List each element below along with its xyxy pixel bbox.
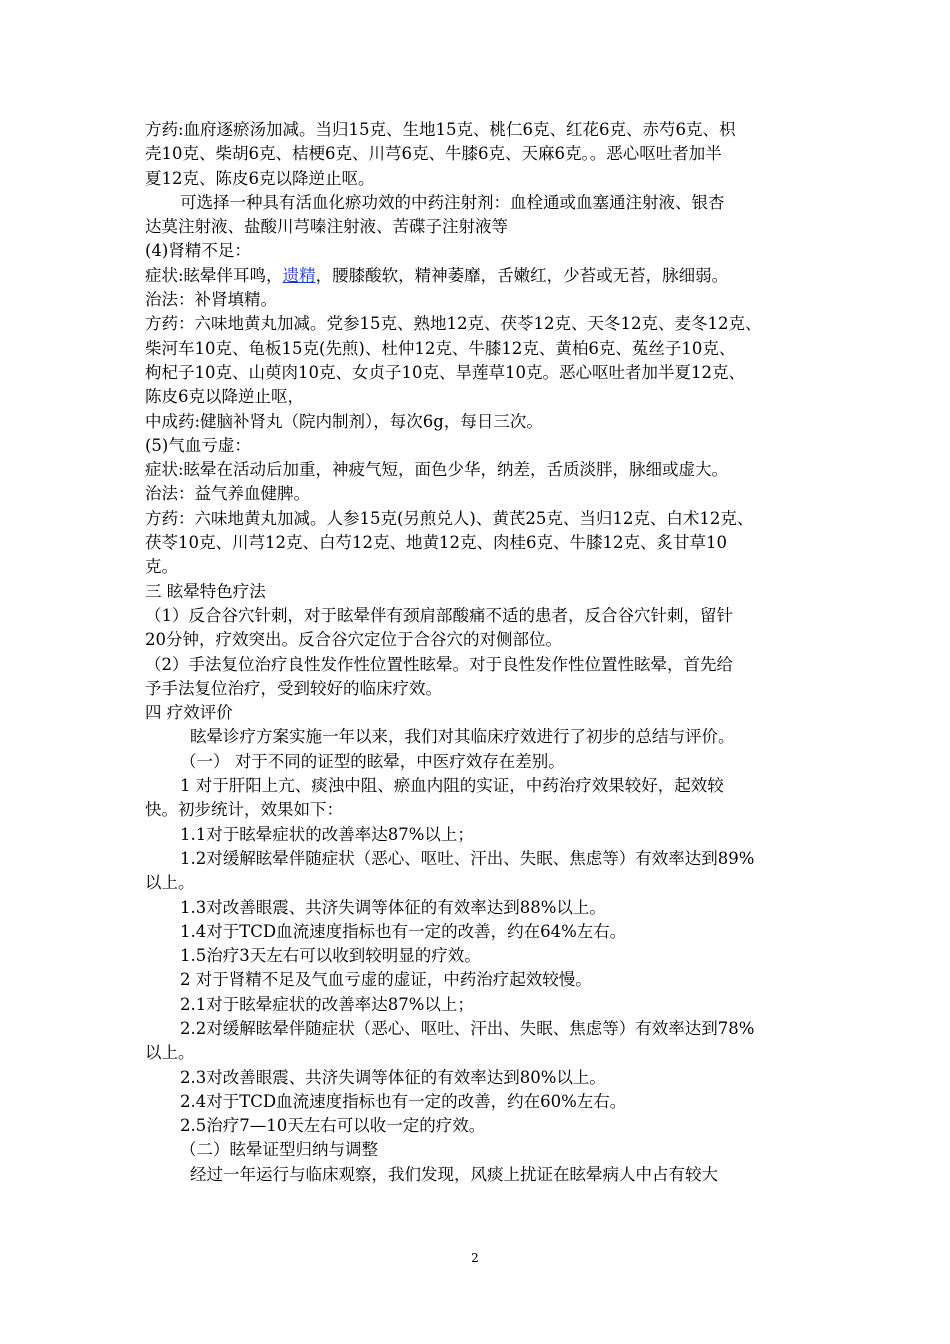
text-line	[145, 264, 825, 288]
text-line: 快。初步统计，效果如下：	[145, 800, 343, 820]
text-line: 陈皮6克以降逆止呕，	[145, 387, 304, 407]
text-line: 2.2对缓解眩晕伴随症状（恶心、呕吐、汗出、失眠、焦虑等）有效率达到78%	[180, 1018, 755, 1038]
text-line: 壳10克、柴胡6克、桔梗6克、川芎6克、牛膝6克、天麻6克。。恶心呕吐者加半	[145, 144, 722, 164]
term-link[interactable]: 遗精	[282, 265, 316, 285]
text-line: 20分钟，疗效突出。反合谷穴定位于合谷穴的对侧部位。	[145, 630, 562, 650]
text-line: 眩晕诊疗方案实施一年以来，我们对其临床疗效进行了初步的总结与评价。	[190, 727, 735, 747]
text-line: (5)气血亏虚：	[145, 435, 251, 455]
text-line: 茯苓10克、川芎12克、白芍12克、地黄12克、肉桂6克、牛膝12克、炙甘草10	[145, 533, 727, 553]
text-line: 1.3对改善眼震、共济失调等体征的有效率达到88%以上。	[180, 897, 606, 917]
text-line: 枸杞子10克、山萸肉10克、女贞子10克、旱莲草10克。恶心呕吐者加半夏12克、	[145, 362, 745, 382]
text-line: 三 眩晕特色疗法	[145, 581, 266, 601]
text-line: 达莫注射液、盐酸川芎嗪注射液、苦碟子注射液等	[145, 217, 508, 237]
text-line: 四 疗效评价	[145, 703, 233, 723]
text-line: 1.4对于TCD血流速度指标也有一定的改善，约在64%左右。	[180, 921, 627, 941]
text-line: 2 对于肾精不足及气血亏虚的虚证，中药治疗起效较慢。	[180, 970, 592, 990]
text-line: 症状:眩晕在活动后加重，神疲气短，面色少华，纳差，舌质淡胖，脉细或虚大。	[145, 460, 729, 480]
text-line: 治法：益气养血健脾。	[145, 484, 310, 504]
text-line: 治法：补肾填精。	[145, 290, 277, 310]
text-line: 1.1对于眩晕症状的改善率达87%以上；	[180, 824, 474, 844]
text-line: 2.1对于眩晕症状的改善率达87%以上；	[180, 994, 474, 1014]
document-body	[145, 118, 825, 1187]
text-line: （2）手法复位治疗良性发作性位置性眩晕。对于良性发作性位置性眩晕，首先给	[145, 654, 733, 674]
text-line: 以上。	[145, 1043, 195, 1063]
text-line: 柴河车10克、龟板15克(先煎)、杜仲12克、牛膝12克、黄柏6克、菟丝子10克、	[145, 338, 736, 358]
text-line: 方药：六味地黄丸加减。人参15克(另煎兑人)、黄芪25克、当归12克、白术12克、	[145, 508, 754, 528]
text-line: 以上。	[145, 873, 195, 893]
text-line: 夏12克、陈皮6克以降逆止呕。	[145, 168, 375, 188]
text-line: 方药:血府逐瘀汤加减。当归15克、生地15克、桃仁6克、红花6克、赤芍6克、枳	[145, 120, 736, 139]
text-line: 2.3对改善眼震、共济失调等体征的有效率达到80%以上。	[180, 1067, 606, 1087]
text-line: 2.4对于TCD血流速度指标也有一定的改善，约在60%左右。	[180, 1091, 627, 1111]
text-line: （二）眩晕证型归纳与调整	[180, 1140, 378, 1160]
text-line: 予手法复位治疗，受到较好的临床疗效。	[145, 678, 442, 698]
text-line: 2.5治疗7—10天左右可以收一定的疗效。	[180, 1116, 486, 1136]
symptom-text-before: 症状:眩晕伴耳鸣，	[145, 265, 283, 285]
page-number: 2	[471, 1251, 479, 1265]
text-line: （1）反合谷穴针刺，对于眩晕伴有颈肩部酸痛不适的患者，反合谷穴针刺，留针	[145, 605, 733, 625]
text-line: 方药：六味地黄丸加减。党参15克、熟地12克、茯苓12克、天冬12克、麦冬12克、	[145, 314, 762, 334]
text-line: （一） 对于不同的证型的眩晕，中医疗效存在差别。	[180, 751, 565, 771]
text-line: 1.5治疗3天左右可以收到较明显的疗效。	[180, 946, 481, 966]
text-line: 中成药:健脑补肾丸（院内制剂），每次6g，每日三次。	[145, 411, 543, 431]
text-line: 经过一年运行与临床观察，我们发现，风痰上扰证在眩晕病人中占有较大	[190, 1164, 718, 1184]
text-line: 可选择一种具有活血化瘀功效的中药注射剂：血栓通或血塞通注射液、银杏	[180, 192, 725, 212]
text-line: 1 对于肝阳上亢、痰浊中阻、瘀血内阻的实证，中药治疗效果较好，起效较	[180, 776, 724, 796]
text-line: 克。	[145, 557, 178, 577]
text-line: 1.2对缓解眩晕伴随症状（恶心、呕吐、汗出、失眠、焦虑等）有效率达到89%	[180, 848, 755, 868]
symptom-text-after: ，腰膝酸软，精神萎靡，舌嫩红，少苔或无苔，脉细弱。	[315, 265, 729, 285]
text-line: (4)肾精不足：	[145, 241, 251, 261]
